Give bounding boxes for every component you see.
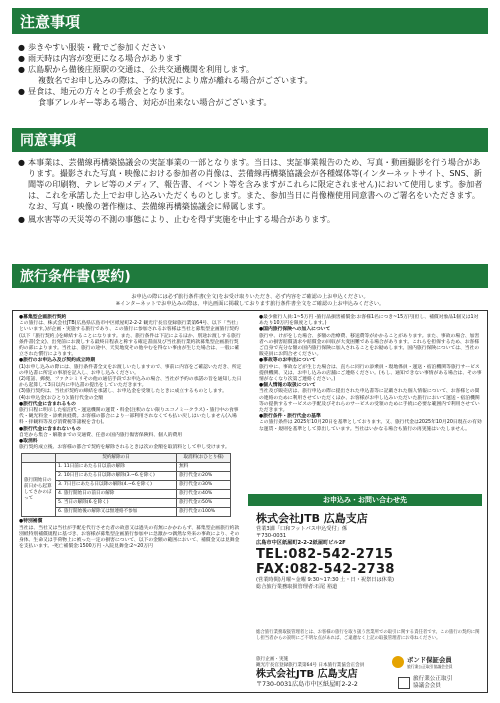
condition-heading: ●旅行代金に含まれないもの <box>19 426 81 432</box>
assoc-mark-icon <box>398 677 410 689</box>
bond-logo-icon <box>392 656 404 668</box>
notes-item-line: 複数名でお申し込みの際は、予約状況により席が離れる場合がございます。 <box>38 75 313 85</box>
assoc-badge <box>398 676 486 690</box>
consent-item <box>18 214 486 225</box>
condition-heading: ●旅行代金に含まれるもの <box>19 401 76 407</box>
fee-cell: 旅行代金の100% <box>177 508 231 517</box>
fee-cell: 旅行代金の50% <box>177 499 231 508</box>
fee-cell: 2. 10日目にあたる日以降の解除(3.~6.を除く) <box>56 472 177 481</box>
condition-heading: ●特別補償 <box>19 519 43 525</box>
footer-address: 〒730-0031広島市中区紙屋町2-2-2 <box>256 681 358 688</box>
conditions-title: 旅行条件書(要約) <box>20 269 131 285</box>
contact-zip: 〒730-0031 <box>256 533 287 539</box>
consent-list <box>18 157 486 225</box>
contact-dept: 営業3課「口和フットパス申込受付」係 <box>256 526 348 532</box>
fee-col-header: 契約解除の日 <box>56 454 177 463</box>
fee-cell: 無料 <box>177 463 231 472</box>
fee-cell: 3. 7日目にあたる日以降の解除(4.~6.を除く) <box>56 481 177 490</box>
footer-company: 株式会社JTB 広島支店 <box>256 669 358 680</box>
contact-address: 広島市中区紙屋町2-2-2紙屋町ビル2F <box>256 540 346 546</box>
fee-group-cell: 旅行開始日の前日から起算してさかのぼって <box>22 463 56 517</box>
footer-pre-2: 観光庁長官登録旅行業第64号 日本旅行業協会正会員 <box>256 663 365 668</box>
fee-col-header: 取消料(おひとり様) <box>177 454 231 463</box>
condition-paragraph: 自宅から集合・解散までの交通費、任意の国内旅行傷害保険料、個人的費用 <box>19 432 183 438</box>
fee-cell: 旅行代金の20% <box>177 472 231 481</box>
notes-item-line: ● 広島駅から備後庄原駅の交通は、公共交通機関を利用します。 <box>28 64 254 74</box>
contact-company: 株式会社JTB 広島支店 <box>256 512 368 525</box>
contact-manager: 総合旅行業務取扱管理者:石尾 裕道 <box>256 584 338 590</box>
consent-item-line: ● 本事業は、芸備線再構築協議会の実証事業の一部となります。当日は、実証事業報告のため、写真・動画撮影を行う場合があります。撮影された写真・映像における参加者の肖像は、芸備線再構築協議会が各種媒体等(インターネットサイト、SNS、新聞等の印刷物、テレビ等のメディア、報告書、イベント等を含みますがこれらに限定されません)において使用します。参加者は、これを承諾した上でお申し込みいただくものとします。また、参加当日に肖像権使用同意書へのご署名をいただきます。なお、写真・映像の著作権は、芸備線再構築協議会に帰属します。 <box>28 157 483 211</box>
condition-heading: ●個人情報の取扱について <box>259 383 316 389</box>
bond-subtext: 旅行業公正取引協議会会員 <box>407 663 453 669</box>
consent-header <box>12 128 488 152</box>
condition-paragraph: 当社及び販売店は、旅行申込の際に提出された申込書等に記載された個人情報について、お客様との間の連絡のために利用させていただくほか、お客様がお申し込みいただいた旅行において運送・宿泊機関等の提供するサービスの手配及びそれらのサービスの受領のために手続に必要な範囲内で利用させていただきます。 <box>259 389 480 414</box>
notes-item <box>18 86 486 108</box>
contact-hours: (営業時間)月曜~金曜 9:30~17:30 土・日・祝祭日は休業) <box>256 577 395 583</box>
bond-text: ボンド保証会員 <box>407 655 452 664</box>
condition-paragraph: 旅行契約成立後、お客様の都合で契約を解除されるときは次の金額を取消料として申し受けます。 <box>19 445 230 451</box>
condition-paragraph: (3)旅行契約は、当社が契約の締結を承諾し、お申込金を受領したときに成立するものとします。 <box>19 389 227 395</box>
notes-item-line: 食事アレルギー等ある場合、対応が出来ない場合がございます。 <box>38 97 272 107</box>
condition-paragraph: (1)お申し込みの際には、旅行条件書全文をお渡しいたしますので、事前に内容をご確認いただき、所定の申込書に所定の事項を記入し、お申し込みください。 <box>19 364 242 376</box>
contact-bar: お申込み・お問い合わせ先 <box>248 494 482 506</box>
condition-heading: ●募集型企画旅行契約 <box>19 315 67 320</box>
consent-item <box>18 157 486 212</box>
condition-heading: ●事故等のお申出について <box>259 358 316 364</box>
notes-item <box>18 42 486 53</box>
cancel-fee-table <box>21 453 231 517</box>
condition-paragraph: (2)電話、郵便、ファクシミリその他の通信手段でお申込みの場合、当社が予約の承諾の旨を通知した日から起算して3日以内に申込書の提出をしていただきます。 <box>19 377 242 389</box>
conditions-right-column <box>259 315 483 433</box>
notes-item-line: ● 昼食は、地元の方々との手煮会となります。 <box>28 86 190 96</box>
notes-item-line: ● 雨天時は内容が変更になる場合があります <box>28 53 182 63</box>
notes-header <box>12 8 488 34</box>
condition-paragraph: 旅行中に、事故などが生じた場合は、直ちに同行の添乗員・現地係員・運送・宿泊機関等旅行サービス提供機関、又は、お申し込みの店舗にご連絡ください。(もし、通知できない事情がある場合は、その事情がなくなり次第ご連絡ください。) <box>259 364 482 383</box>
bond-badge <box>392 654 486 670</box>
condition-paragraph: 旅行日程に明示した宿泊代・運送機関の運賃・料金(注釈のない限りエコノミークラス)・旅行中の食事代・観光料金・添乗員経費。お客様の都合により一部利用されなくても払い戻しはいたしません(入場料・拝観料等及び消費税等諸税を含む)。 <box>19 408 239 426</box>
condition-paragraph: 旅行中、けがをした場合、多額の治療費、移送費等がかかることがあります。また、事故の場合、加害者への損害賠償請求や賠償金の回収が大変困難である場合があります。これらを担保するため、お客様ご自身で充分な額の国内旅行保険に加入されることをお勧めします。国内旅行保険については、当社の販売員にお問合せください。 <box>259 333 480 358</box>
condition-paragraph: 当社は、当社又は当社が手配を代行させた者の故意又は過失の有無にかかわらず、募集型企画旅行約款別紙特別補償規程に基づき、お客様が募集型企画旅行参加中に急激かつ偶然な外来の事故により、その身体、生命又は手荷物上に被った一定の損害について、以下の金額の範囲において、補償金又は見舞金を支払います。-死亡補償金:1500万円 -入院見舞金:2~20万円 <box>19 525 240 550</box>
notes-title: 注意事項 <box>20 12 81 31</box>
notes-item <box>18 64 486 86</box>
assoc-line-1: 旅行業公正取引 <box>413 676 453 682</box>
fee-cell: 6. 旅行開始後の解除又は無連絡不参加 <box>56 508 177 517</box>
condition-heading: ●国内旅行保険への加入について <box>259 327 331 333</box>
notes-list <box>18 42 486 108</box>
condition-paragraph: (4)お申込金(おひとり):旅行代金の全額 <box>19 395 104 401</box>
notice-line-2: ※インターネットでお申込みの際は、申込画面に掲載しております旅行条件書全文をご確認の上お申込みください。 <box>115 301 385 307</box>
contact-disclaimer: 総合旅行業務取扱管理者とは、お客様の旅行を取り扱う営業所での取引に関する責任者です。この旅行の契約に関し担当者からの説明にご不明な点があれば、ご遠慮なく上記の取扱管理者にお尋ねください。 <box>256 630 480 641</box>
footer-organizer <box>256 657 396 689</box>
fee-cell: 1. 11日前にあたる日以前の解除 <box>56 463 177 472</box>
condition-paragraph: この旅行条件は 2025年10月20日を基準としております。又、旅行代金は2025年10月20日現在の有効な運賃・規則を基準として算出しています。当社はいかなる場合も旅行の再実施はいたしません。 <box>259 420 482 432</box>
condition-paragraph: この旅行は、株式会社JTB(広島県広島市中区紙屋町2-2-2 観光庁長官登録旅行業第64号、以下「当社」といいます。)が企画・実施する旅行であり、この旅行に参加されるお客様は当社と募集型企画旅行契約(以下「旅行契約」)を締結することになります。また、旅行条件は下記によるほか、別途お渡しする旅行条件書(全文)、出発前にお渡しする最終日程表と称する確定書面及び当社旅行業約款募集型企画旅行契約の部によります。当社は、旅行の途中、天災地変その他やむを得ない事由が生じた場合は、一般に確立された慣行によります。 <box>19 321 241 358</box>
fee-cell: 旅行代金の30% <box>177 481 231 490</box>
contact-block <box>256 512 484 591</box>
assoc-line-2: 協議会会員 <box>413 683 441 689</box>
footer-pre-1: 旅行企画・実施 <box>256 657 289 662</box>
conditions-header <box>12 264 488 288</box>
contact-tel[interactable]: TEL:082-542-2715 <box>256 547 394 562</box>
condition-paragraph: ●最少催行人員:1~5万円 -旅行品損害補償金:お客様1名につき~15万円(但し、補償対象品1個又は1対あたり10万円を限度とします。) <box>259 315 479 327</box>
fee-group-header <box>22 454 56 463</box>
condition-heading: ●旅行条件・旅行代金の基準 <box>259 414 321 420</box>
consent-item-line: ● 風水害等の天災等の不測の事態により、止むを得ず実施を中止する場合があります。 <box>28 214 335 224</box>
table-row <box>22 463 231 472</box>
fee-cell: 5. 当日の解除(6.を除く) <box>56 499 177 508</box>
notes-item <box>18 53 486 64</box>
condition-heading: ●取消料 <box>19 439 38 445</box>
notes-item-line: ● 歩きやすい服装・靴でご参加ください <box>28 42 166 52</box>
conditions-notice <box>12 294 488 308</box>
condition-heading: ●旅行のお申込み及び契約成立時期 <box>19 358 96 364</box>
fee-cell: 旅行代金の40% <box>177 490 231 499</box>
conditions-left-column <box>19 315 243 550</box>
consent-title: 同意事項 <box>20 133 76 149</box>
contact-fax: FAX:082-542-2738 <box>256 562 395 577</box>
notice-line-1: お申込の際には必ず旅行条件書(全文)をお受け取りいただき、必ず内容をご確認の上お申込ください。 <box>131 294 369 300</box>
fee-cell: 4. 旅行開始日の前日の解除 <box>56 490 177 499</box>
